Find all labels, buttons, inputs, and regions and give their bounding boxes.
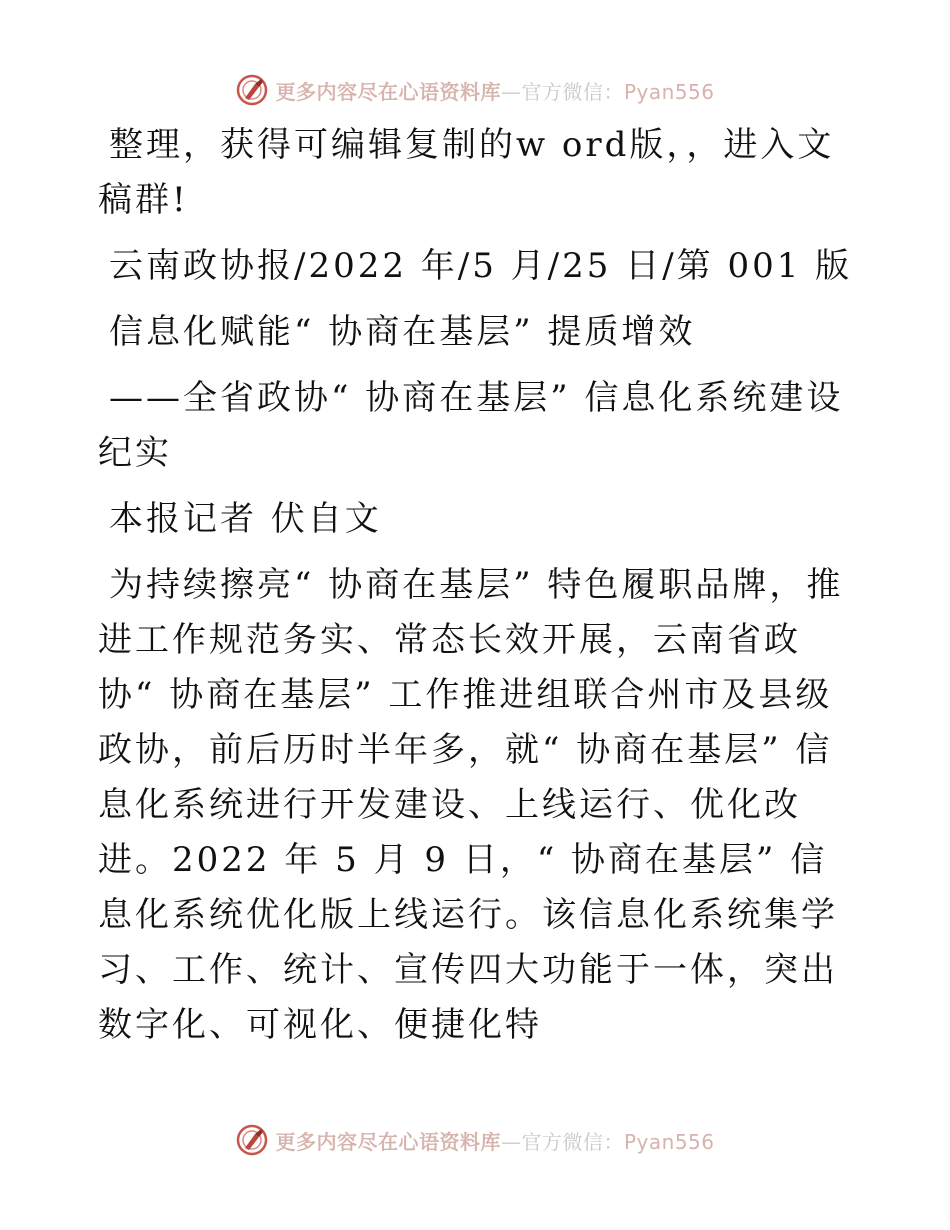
brand-text: 更多内容尽在心语资料库: [275, 79, 501, 104]
wechat-label: 官方微信：: [521, 1129, 624, 1154]
header-watermark-banner: [0, 70, 950, 110]
pen-nib-logo-icon: [235, 73, 269, 107]
article-title: 信息化赋能“ 协商在基层” 提质增效: [109, 312, 696, 352]
watermark-text: [275, 76, 714, 105]
body-paragraph: 为持续擦亮“ 协商在基层” 特色履职品牌，推进工作规范务实、常态长效开展，云南省政协“ 协商在基层” 工作推进组联合州市及县级政协，前后历时半年多，就“ 协商在基层” 信息化系统进行开发建设、上线运行、优化改进。2022 年 5 月 9 日，“ 协商在基层” 信息化系统优化版上线运行。该信息化系统集学习、工作、统计、宣传四大功能于一体，突出数字化、可视化、便捷化特: [98, 565, 844, 1045]
watermark-text: [275, 1126, 714, 1155]
source-line: 云南政协报/2022 年/5 月/25 日/第 001 版: [109, 246, 853, 286]
dash: —: [500, 79, 522, 104]
brand-text: 更多内容尽在心语资料库: [275, 1129, 501, 1154]
wechat-handle: Pyan556: [623, 1129, 715, 1154]
document-body: [98, 118, 858, 1064]
wechat-label: 官方微信：: [521, 79, 624, 104]
wechat-handle: Pyan556: [623, 79, 715, 104]
article-subtitle: ——全省政协“ 协商在基层” 信息化系统建设纪实: [98, 378, 844, 473]
pen-nib-logo-icon: [235, 1123, 269, 1157]
intro-paragraph: 整理，获得可编辑复制的w ord版，，进入文稿群!: [98, 125, 835, 220]
byline: 本报记者 伏自文: [109, 499, 382, 539]
footer-watermark-banner: [0, 1120, 950, 1160]
dash: —: [500, 1129, 522, 1154]
